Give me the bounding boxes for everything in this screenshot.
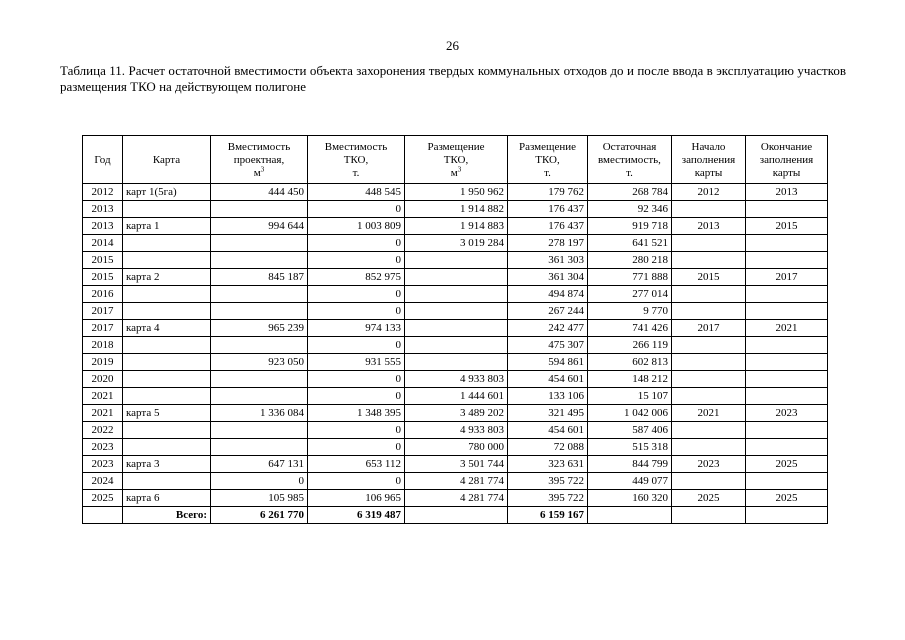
table-row	[83, 473, 828, 490]
cell-placement-m3: 1 444 601	[405, 388, 508, 405]
cell-start	[672, 422, 746, 439]
cell-start: 2015	[672, 269, 746, 286]
cell-capacity-design: 444 450	[211, 184, 308, 201]
cell-capacity-tko: 1 003 809	[308, 218, 405, 235]
cell-residual: 148 212	[588, 371, 672, 388]
table-body	[83, 184, 828, 507]
cell-residual: 449 077	[588, 473, 672, 490]
header-year: Год	[83, 136, 123, 184]
cell-capacity-design	[211, 371, 308, 388]
header-capacity-design: Вместимость проектная, $м^3$	[211, 136, 308, 184]
cell-start: 2023	[672, 456, 746, 473]
table-row	[83, 184, 828, 201]
cell-placement-t: 395 722	[508, 490, 588, 507]
cell-residual: 1 042 006	[588, 405, 672, 422]
cell-year: 2022	[83, 422, 123, 439]
cell-year: 2013	[83, 218, 123, 235]
header-capacity-tko: Вместимость ТКО, т.	[308, 136, 405, 184]
cell-end: 2017	[746, 269, 828, 286]
table-row	[83, 388, 828, 405]
cell-map	[123, 422, 211, 439]
cell-start: 2012	[672, 184, 746, 201]
cell-start	[672, 354, 746, 371]
cell-year: 2017	[83, 303, 123, 320]
cell-year: 2021	[83, 405, 123, 422]
table-total-row	[83, 507, 828, 524]
cell-map	[123, 303, 211, 320]
cell-start	[672, 473, 746, 490]
cell-residual: 587 406	[588, 422, 672, 439]
cell-placement-m3	[405, 252, 508, 269]
cell-start	[672, 337, 746, 354]
cell-end	[746, 252, 828, 269]
cell-placement-t: 475 307	[508, 337, 588, 354]
table-row	[83, 252, 828, 269]
cell-capacity-design: 647 131	[211, 456, 308, 473]
table-row	[83, 269, 828, 286]
cell-placement-t: 278 197	[508, 235, 588, 252]
cell-map: карта 4	[123, 320, 211, 337]
cell-capacity-design	[211, 201, 308, 218]
cell-start	[672, 371, 746, 388]
header-residual: Остаточная вместимость, т.	[588, 136, 672, 184]
cell-year: 2016	[83, 286, 123, 303]
cell-map	[123, 201, 211, 218]
cell-placement-m3	[405, 320, 508, 337]
cell-placement-t: 323 631	[508, 456, 588, 473]
cell-start	[672, 235, 746, 252]
cell-residual: 92 346	[588, 201, 672, 218]
total-year-cell	[83, 507, 123, 524]
table-caption: Таблица 11. Расчет остаточной вместимости объекта захоронения твердых коммунальных отходов до и после ввода в эксплуатацию участков размещения ТКО на действующем полигоне	[60, 63, 846, 94]
cell-map	[123, 388, 211, 405]
cell-start: 2017	[672, 320, 746, 337]
cell-start	[672, 388, 746, 405]
cell-start	[672, 252, 746, 269]
cell-year: 2013	[83, 201, 123, 218]
cell-capacity-tko: 931 555	[308, 354, 405, 371]
cell-map	[123, 337, 211, 354]
cell-capacity-tko: 448 545	[308, 184, 405, 201]
cell-start: 2021	[672, 405, 746, 422]
table-row	[83, 490, 828, 507]
cell-capacity-tko: 0	[308, 422, 405, 439]
cell-placement-m3: 3 501 744	[405, 456, 508, 473]
table-row	[83, 201, 828, 218]
cell-start: 2025	[672, 490, 746, 507]
cell-placement-m3: 3 019 284	[405, 235, 508, 252]
total-placement-m3	[405, 507, 508, 524]
cell-placement-t: 494 874	[508, 286, 588, 303]
cell-residual: 268 784	[588, 184, 672, 201]
cell-end	[746, 473, 828, 490]
cell-map	[123, 439, 211, 456]
cell-residual: 771 888	[588, 269, 672, 286]
cell-end: 2015	[746, 218, 828, 235]
cell-placement-m3: 4 281 774	[405, 490, 508, 507]
cell-year: 2015	[83, 252, 123, 269]
table-row	[83, 405, 828, 422]
cell-capacity-design	[211, 422, 308, 439]
cell-map: карта 1	[123, 218, 211, 235]
table-row	[83, 456, 828, 473]
table-row	[83, 286, 828, 303]
cell-placement-t: 133 106	[508, 388, 588, 405]
cell-year: 2020	[83, 371, 123, 388]
cell-year: 2023	[83, 439, 123, 456]
cell-capacity-tko: 0	[308, 388, 405, 405]
cell-capacity-tko: 0	[308, 252, 405, 269]
cell-placement-t: 179 762	[508, 184, 588, 201]
cell-start	[672, 439, 746, 456]
cell-map: карт 1(5га)	[123, 184, 211, 201]
cell-start	[672, 201, 746, 218]
table-row	[83, 371, 828, 388]
cell-capacity-design	[211, 337, 308, 354]
cell-end: 2025	[746, 490, 828, 507]
total-capacity-design: 6 261 770	[211, 507, 308, 524]
cell-capacity-design	[211, 439, 308, 456]
cell-capacity-design: 965 239	[211, 320, 308, 337]
cell-map	[123, 235, 211, 252]
cell-year: 2018	[83, 337, 123, 354]
cell-residual: 277 014	[588, 286, 672, 303]
cell-capacity-tko: 106 965	[308, 490, 405, 507]
cell-capacity-design: 845 187	[211, 269, 308, 286]
cell-year: 2015	[83, 269, 123, 286]
cell-placement-m3: 1 914 883	[405, 218, 508, 235]
cell-residual: 844 799	[588, 456, 672, 473]
cell-map	[123, 473, 211, 490]
cell-capacity-tko: 0	[308, 235, 405, 252]
cell-capacity-design: 1 336 084	[211, 405, 308, 422]
table-row	[83, 218, 828, 235]
cell-residual: 602 813	[588, 354, 672, 371]
cell-map: карта 6	[123, 490, 211, 507]
cell-placement-m3	[405, 286, 508, 303]
total-start	[672, 507, 746, 524]
cell-capacity-tko: 0	[308, 201, 405, 218]
cell-year: 2012	[83, 184, 123, 201]
table-row	[83, 439, 828, 456]
cell-end: 2023	[746, 405, 828, 422]
cell-end	[746, 286, 828, 303]
cell-end	[746, 201, 828, 218]
cell-placement-t: 72 088	[508, 439, 588, 456]
cell-residual: 280 218	[588, 252, 672, 269]
cell-capacity-tko: 852 975	[308, 269, 405, 286]
cell-residual: 515 318	[588, 439, 672, 456]
cell-residual: 160 320	[588, 490, 672, 507]
cell-map: карта 3	[123, 456, 211, 473]
cell-capacity-design: 105 985	[211, 490, 308, 507]
cell-map	[123, 371, 211, 388]
cell-start: 2013	[672, 218, 746, 235]
cell-capacity-tko: 653 112	[308, 456, 405, 473]
header-placement-t: Размещение ТКО, т.	[508, 136, 588, 184]
table-row	[83, 337, 828, 354]
cell-capacity-design	[211, 235, 308, 252]
header-map: Карта	[123, 136, 211, 184]
cell-residual: 9 770	[588, 303, 672, 320]
total-residual	[588, 507, 672, 524]
table-row	[83, 354, 828, 371]
cell-end	[746, 337, 828, 354]
table-header-row	[83, 136, 828, 184]
cell-year: 2021	[83, 388, 123, 405]
cell-placement-m3: 4 933 803	[405, 422, 508, 439]
cell-capacity-tko: 1 348 395	[308, 405, 405, 422]
cell-year: 2024	[83, 473, 123, 490]
cell-placement-m3	[405, 269, 508, 286]
cell-map	[123, 252, 211, 269]
total-placement-t: 6 159 167	[508, 507, 588, 524]
cell-capacity-tko: 0	[308, 337, 405, 354]
cell-placement-m3: 4 281 774	[405, 473, 508, 490]
cell-capacity-tko: 0	[308, 286, 405, 303]
table-row	[83, 320, 828, 337]
cell-map: карта 5	[123, 405, 211, 422]
cell-placement-m3	[405, 337, 508, 354]
cell-capacity-tko: 0	[308, 439, 405, 456]
cell-residual: 15 107	[588, 388, 672, 405]
cell-capacity-tko: 0	[308, 371, 405, 388]
cell-placement-t: 361 303	[508, 252, 588, 269]
cell-map	[123, 354, 211, 371]
cell-placement-t: 454 601	[508, 371, 588, 388]
cell-capacity-design	[211, 252, 308, 269]
cell-end	[746, 235, 828, 252]
cell-end	[746, 422, 828, 439]
cell-placement-t: 321 495	[508, 405, 588, 422]
header-placement-m3: Размещение ТКО, $м^3$	[405, 136, 508, 184]
cell-capacity-tko: 974 133	[308, 320, 405, 337]
cell-placement-m3: 3 489 202	[405, 405, 508, 422]
cell-capacity-tko: 0	[308, 303, 405, 320]
cell-placement-m3: 1 950 962	[405, 184, 508, 201]
cell-placement-m3: 4 933 803	[405, 371, 508, 388]
cell-year: 2025	[83, 490, 123, 507]
table-row	[83, 422, 828, 439]
cell-capacity-design: 994 644	[211, 218, 308, 235]
cell-end: 2013	[746, 184, 828, 201]
cell-capacity-design	[211, 388, 308, 405]
table-row	[83, 303, 828, 320]
cell-placement-t: 454 601	[508, 422, 588, 439]
cell-end: 2025	[746, 456, 828, 473]
cell-start	[672, 286, 746, 303]
cell-capacity-tko: 0	[308, 473, 405, 490]
capacity-table	[82, 135, 828, 524]
cell-placement-t: 176 437	[508, 201, 588, 218]
cell-placement-t: 242 477	[508, 320, 588, 337]
cell-capacity-design: 0	[211, 473, 308, 490]
header-start: Начало заполнения карты	[672, 136, 746, 184]
cell-map: карта 2	[123, 269, 211, 286]
header-end: Окончание заполнения карты	[746, 136, 828, 184]
cell-end	[746, 354, 828, 371]
cell-placement-m3	[405, 303, 508, 320]
cell-start	[672, 303, 746, 320]
cell-end	[746, 439, 828, 456]
cell-placement-t: 395 722	[508, 473, 588, 490]
cell-placement-t: 267 244	[508, 303, 588, 320]
cell-residual: 641 521	[588, 235, 672, 252]
total-end	[746, 507, 828, 524]
cell-end	[746, 388, 828, 405]
cell-map	[123, 286, 211, 303]
cell-year: 2019	[83, 354, 123, 371]
total-label: Всего:	[123, 507, 211, 524]
cell-end: 2021	[746, 320, 828, 337]
cell-placement-m3: 780 000	[405, 439, 508, 456]
cell-placement-m3: 1 914 882	[405, 201, 508, 218]
cell-year: 2014	[83, 235, 123, 252]
cell-end	[746, 303, 828, 320]
cell-year: 2017	[83, 320, 123, 337]
cell-residual: 919 718	[588, 218, 672, 235]
cell-capacity-design: 923 050	[211, 354, 308, 371]
cell-placement-t: 176 437	[508, 218, 588, 235]
cell-placement-t: 361 304	[508, 269, 588, 286]
cell-year: 2023	[83, 456, 123, 473]
table-row	[83, 235, 828, 252]
cell-capacity-design	[211, 286, 308, 303]
cell-residual: 741 426	[588, 320, 672, 337]
cell-placement-t: 594 861	[508, 354, 588, 371]
cell-placement-m3	[405, 354, 508, 371]
cell-capacity-design	[211, 303, 308, 320]
cell-residual: 266 119	[588, 337, 672, 354]
total-capacity-tko: 6 319 487	[308, 507, 405, 524]
cell-end	[746, 371, 828, 388]
page-number: 26	[446, 38, 459, 53]
